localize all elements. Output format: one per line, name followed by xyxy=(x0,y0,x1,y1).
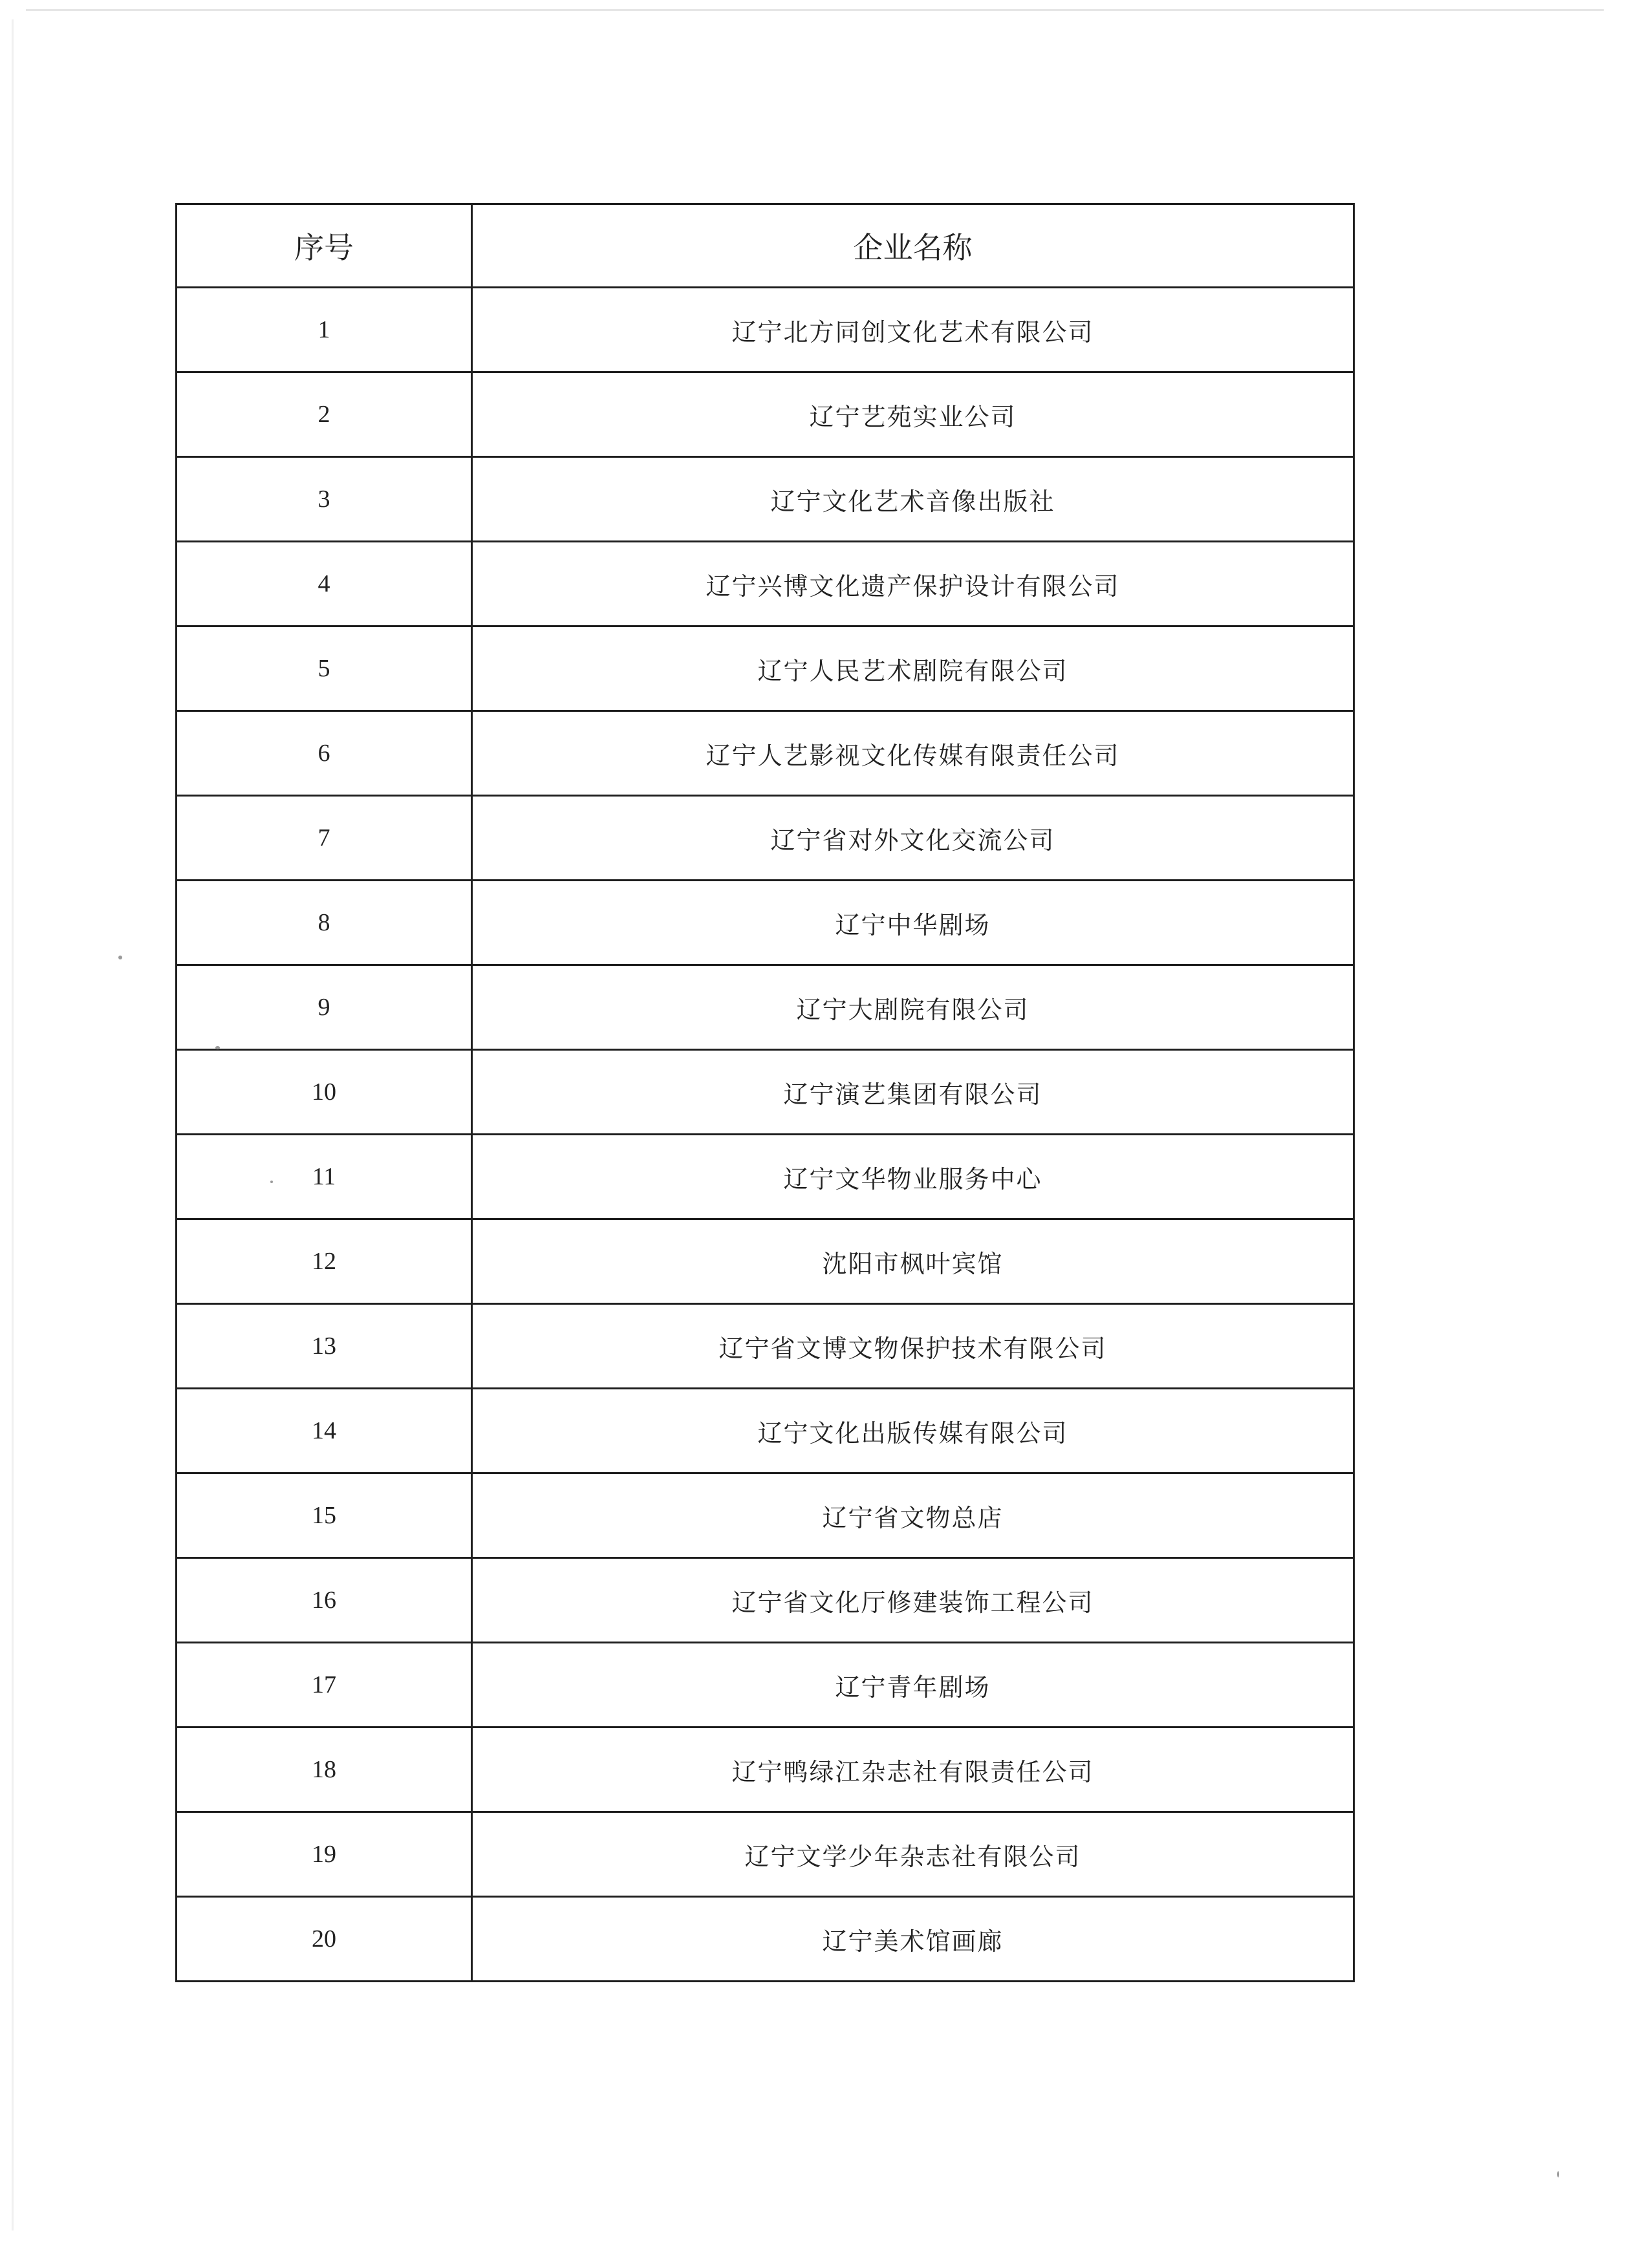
table-body xyxy=(177,288,1354,1982)
table-row xyxy=(177,1389,1354,1473)
row-company-name: 辽宁文化出版传媒有限公司 xyxy=(472,1389,1354,1473)
row-company-name: 辽宁文华物业服务中心 xyxy=(472,1135,1354,1219)
row-company-name: 辽宁省对外文化交流公司 xyxy=(472,796,1354,881)
table-row xyxy=(177,372,1354,457)
row-company-name: 辽宁艺苑实业公司 xyxy=(472,372,1354,457)
row-index: 5 xyxy=(177,626,472,711)
row-company-name: 辽宁省文物总店 xyxy=(472,1473,1354,1558)
row-company-name: 辽宁演艺集团有限公司 xyxy=(472,1050,1354,1135)
table-header-row xyxy=(177,204,1354,288)
row-company-name: 辽宁北方同创文化艺术有限公司 xyxy=(472,288,1354,372)
row-company-name: 辽宁人民艺术剧院有限公司 xyxy=(472,626,1354,711)
row-index: 20 xyxy=(177,1897,472,1982)
table-row xyxy=(177,1050,1354,1135)
row-company-name: 辽宁美术馆画廊 xyxy=(472,1897,1354,1982)
row-company-name: 辽宁文学少年杂志社有限公司 xyxy=(472,1812,1354,1897)
table-row xyxy=(177,542,1354,626)
table-row xyxy=(177,1812,1354,1897)
table-row xyxy=(177,1643,1354,1728)
scan-edge-top xyxy=(26,9,1604,11)
row-index: 3 xyxy=(177,457,472,542)
table-row xyxy=(177,965,1354,1050)
company-table xyxy=(175,203,1355,1982)
row-index: 6 xyxy=(177,711,472,796)
table-row xyxy=(177,1473,1354,1558)
row-index: 19 xyxy=(177,1812,472,1897)
table-row xyxy=(177,881,1354,965)
table-row xyxy=(177,711,1354,796)
row-company-name: 辽宁中华剧场 xyxy=(472,881,1354,965)
row-index: 17 xyxy=(177,1643,472,1728)
row-index: 11 xyxy=(177,1135,472,1219)
scan-speck xyxy=(270,1181,273,1183)
table-row xyxy=(177,1219,1354,1304)
row-index: 7 xyxy=(177,796,472,881)
row-company-name: 辽宁兴博文化遗产保护设计有限公司 xyxy=(472,542,1354,626)
table-row xyxy=(177,1897,1354,1982)
table-row xyxy=(177,1558,1354,1643)
row-company-name: 辽宁省文博文物保护技术有限公司 xyxy=(472,1304,1354,1389)
row-company-name: 辽宁人艺影视文化传媒有限责任公司 xyxy=(472,711,1354,796)
header-name: 企业名称 xyxy=(472,204,1354,288)
scan-edge-left xyxy=(12,19,14,2231)
row-index: 13 xyxy=(177,1304,472,1389)
table-row xyxy=(177,288,1354,372)
scan-speck xyxy=(215,1046,220,1049)
row-company-name: 辽宁大剧院有限公司 xyxy=(472,965,1354,1050)
table-row xyxy=(177,796,1354,881)
scan-speck xyxy=(118,956,122,959)
row-index: 15 xyxy=(177,1473,472,1558)
table-row xyxy=(177,457,1354,542)
row-index: 9 xyxy=(177,965,472,1050)
table-row xyxy=(177,1304,1354,1389)
table-row xyxy=(177,626,1354,711)
row-index: 1 xyxy=(177,288,472,372)
table-row xyxy=(177,1135,1354,1219)
row-index: 12 xyxy=(177,1219,472,1304)
row-company-name: 辽宁青年剧场 xyxy=(472,1643,1354,1728)
scan-speck xyxy=(1557,2171,1559,2177)
row-company-name: 辽宁省文化厅修建装饰工程公司 xyxy=(472,1558,1354,1643)
row-index: 10 xyxy=(177,1050,472,1135)
row-index: 18 xyxy=(177,1728,472,1812)
row-index: 16 xyxy=(177,1558,472,1643)
table-row xyxy=(177,1728,1354,1812)
row-company-name: 沈阳市枫叶宾馆 xyxy=(472,1219,1354,1304)
row-company-name: 辽宁文化艺术音像出版社 xyxy=(472,457,1354,542)
row-index: 14 xyxy=(177,1389,472,1473)
row-index: 4 xyxy=(177,542,472,626)
row-company-name: 辽宁鸭绿江杂志社有限责任公司 xyxy=(472,1728,1354,1812)
row-index: 2 xyxy=(177,372,472,457)
header-index: 序号 xyxy=(177,204,472,288)
row-index: 8 xyxy=(177,881,472,965)
